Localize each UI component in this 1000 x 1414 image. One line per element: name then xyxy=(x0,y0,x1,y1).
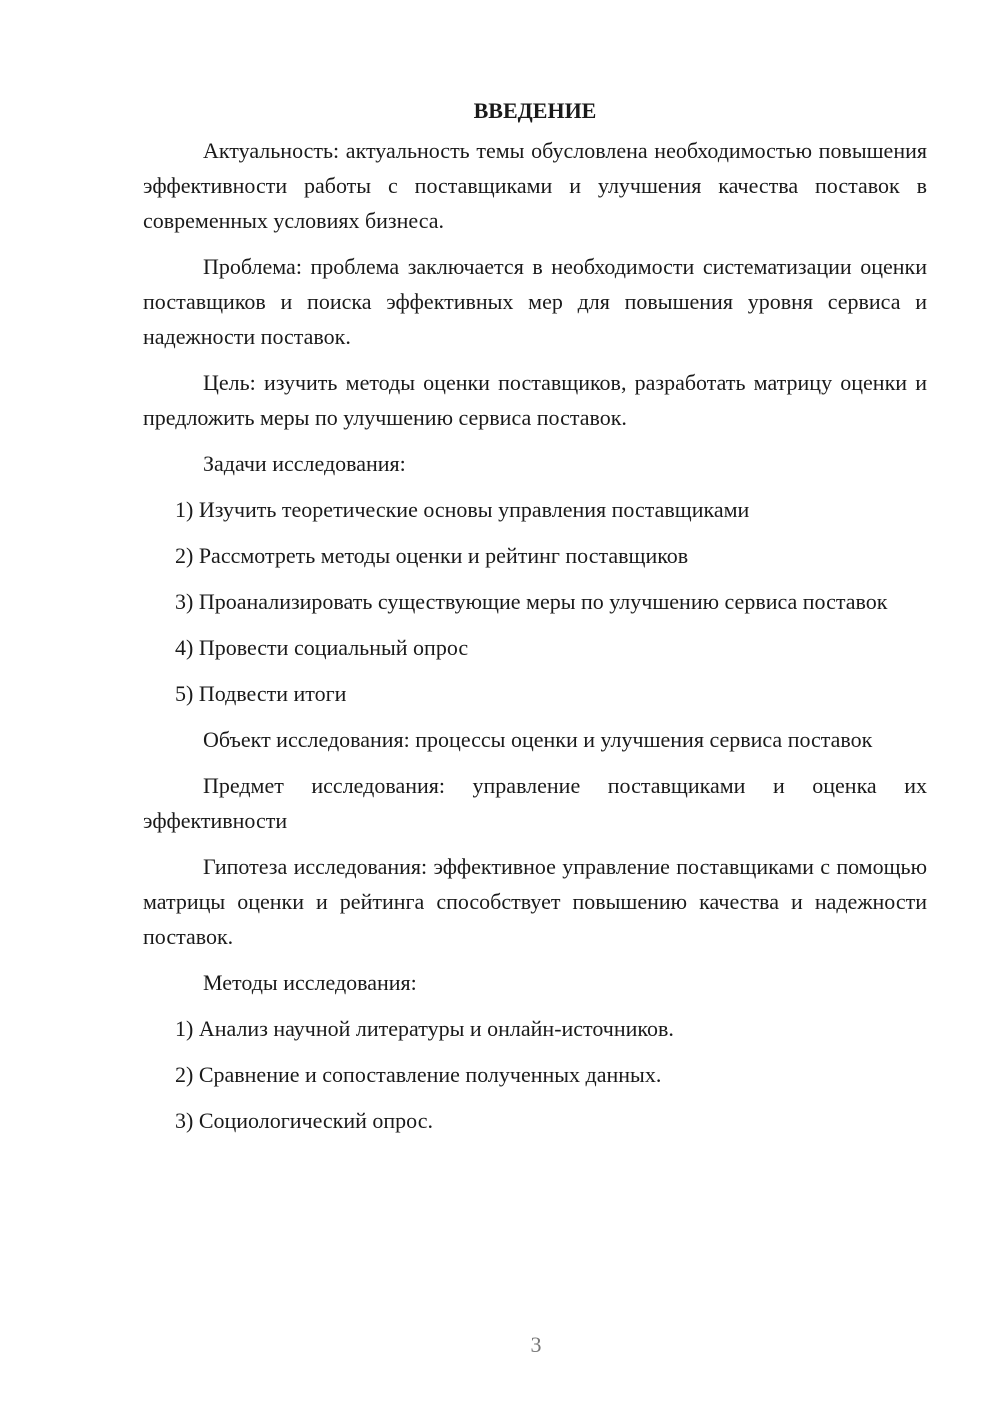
page-content xyxy=(143,94,927,1149)
method-item: 1) Анализ научной литературы и онлайн-источников. xyxy=(175,1016,674,1041)
method-item: 2) Сравнение и сопоставление полученных данных. xyxy=(175,1062,662,1087)
task-item: 2) Рассмотреть методы оценки и рейтинг поставщиков xyxy=(175,543,689,568)
relevance-paragraph: Актуальность: актуальность темы обусловлена необходимостью повышения эффективности работы с поставщиками и улучшения качества поставок в современных условиях бизнеса. xyxy=(143,138,927,233)
problem-paragraph: Проблема: проблема заключается в необходимости систематизации оценки поставщиков и поиска эффективных мер для повышения уровня сервиса и надежности поставок. xyxy=(143,254,927,349)
task-item: 5) Подвести итоги xyxy=(175,681,347,706)
method-item: 3) Социологический опрос. xyxy=(175,1108,433,1133)
goal-paragraph: Цель: изучить методы оценки поставщиков, разработать матрицу оценки и предложить меры по улучшению сервиса поставок. xyxy=(143,370,927,430)
tasks-heading: Задачи исследования: xyxy=(203,451,406,476)
task-item: 1) Изучить теоретические основы управления поставщиками xyxy=(175,497,750,522)
section-title: ВВЕДЕНИЕ xyxy=(473,98,597,123)
page-number: 3 xyxy=(530,1332,542,1357)
subject-paragraph: Предмет исследования: управление поставщиками и оценка их эффективности xyxy=(143,773,927,833)
object-paragraph: Объект исследования: процессы оценки и улучшения сервиса поставок xyxy=(203,727,873,752)
hypothesis-paragraph: Гипотеза исследования: эффективное управление поставщиками с помощью матрицы оценки и рейтинга способствует повышению качества и надежности поставок. xyxy=(143,854,927,949)
methods-heading: Методы исследования: xyxy=(203,970,417,995)
task-item: 4) Провести социальный опрос xyxy=(175,635,469,660)
task-item: 3) Проанализировать существующие меры по улучшению сервиса поставок xyxy=(175,589,888,614)
